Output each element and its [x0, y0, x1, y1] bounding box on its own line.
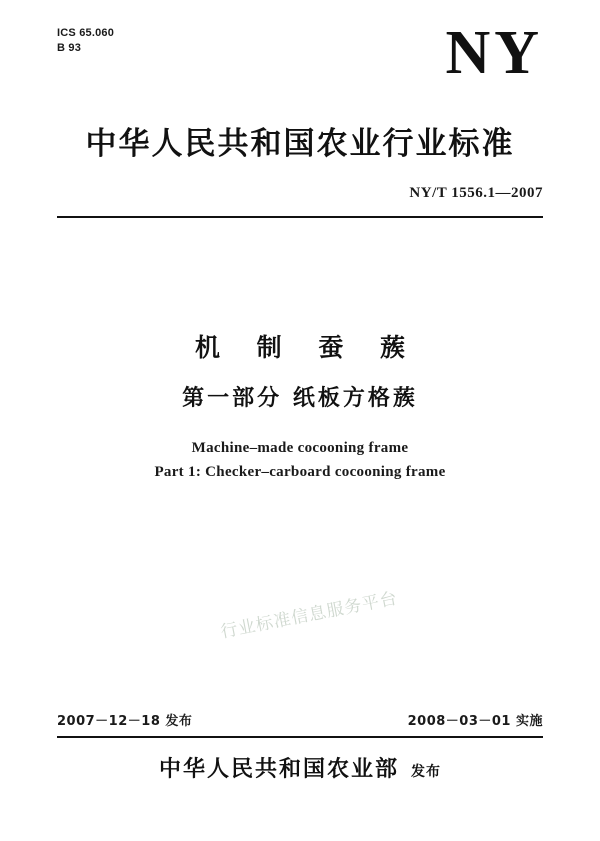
publisher-block	[0, 752, 600, 783]
header-divider	[57, 216, 543, 218]
issue-date: 2007－12－18 发布	[57, 714, 193, 729]
watermark-text: 行业标准信息服务平台	[218, 588, 400, 643]
ics-classification-block	[57, 26, 114, 56]
subject-title-line2: 第一部分 纸板方格蔟	[182, 386, 418, 411]
publisher-verb: 发布	[411, 764, 441, 780]
subject-title-line1: 机 制 蚕 蔟	[194, 333, 420, 362]
standard-number: NY/T 1556.1—2007	[409, 185, 543, 201]
subject-block	[0, 328, 600, 481]
classification-code: B 93	[57, 41, 82, 54]
implementation-date: 2008－03－01 实施	[407, 714, 543, 729]
ny-logo: NY	[445, 19, 543, 87]
publisher-organization: 中华人民共和国农业部	[158, 757, 399, 782]
date-row	[57, 710, 543, 729]
footer-divider	[57, 736, 543, 738]
subject-english-line2: Part 1: Checker–carboard cocooning frame	[154, 464, 446, 480]
page-title: 中华人民共和国农业行业标准	[85, 126, 515, 162]
ics-code: ICS 65.060	[57, 27, 115, 39]
subject-english-line1: Machine–made cocooning frame	[191, 440, 409, 456]
